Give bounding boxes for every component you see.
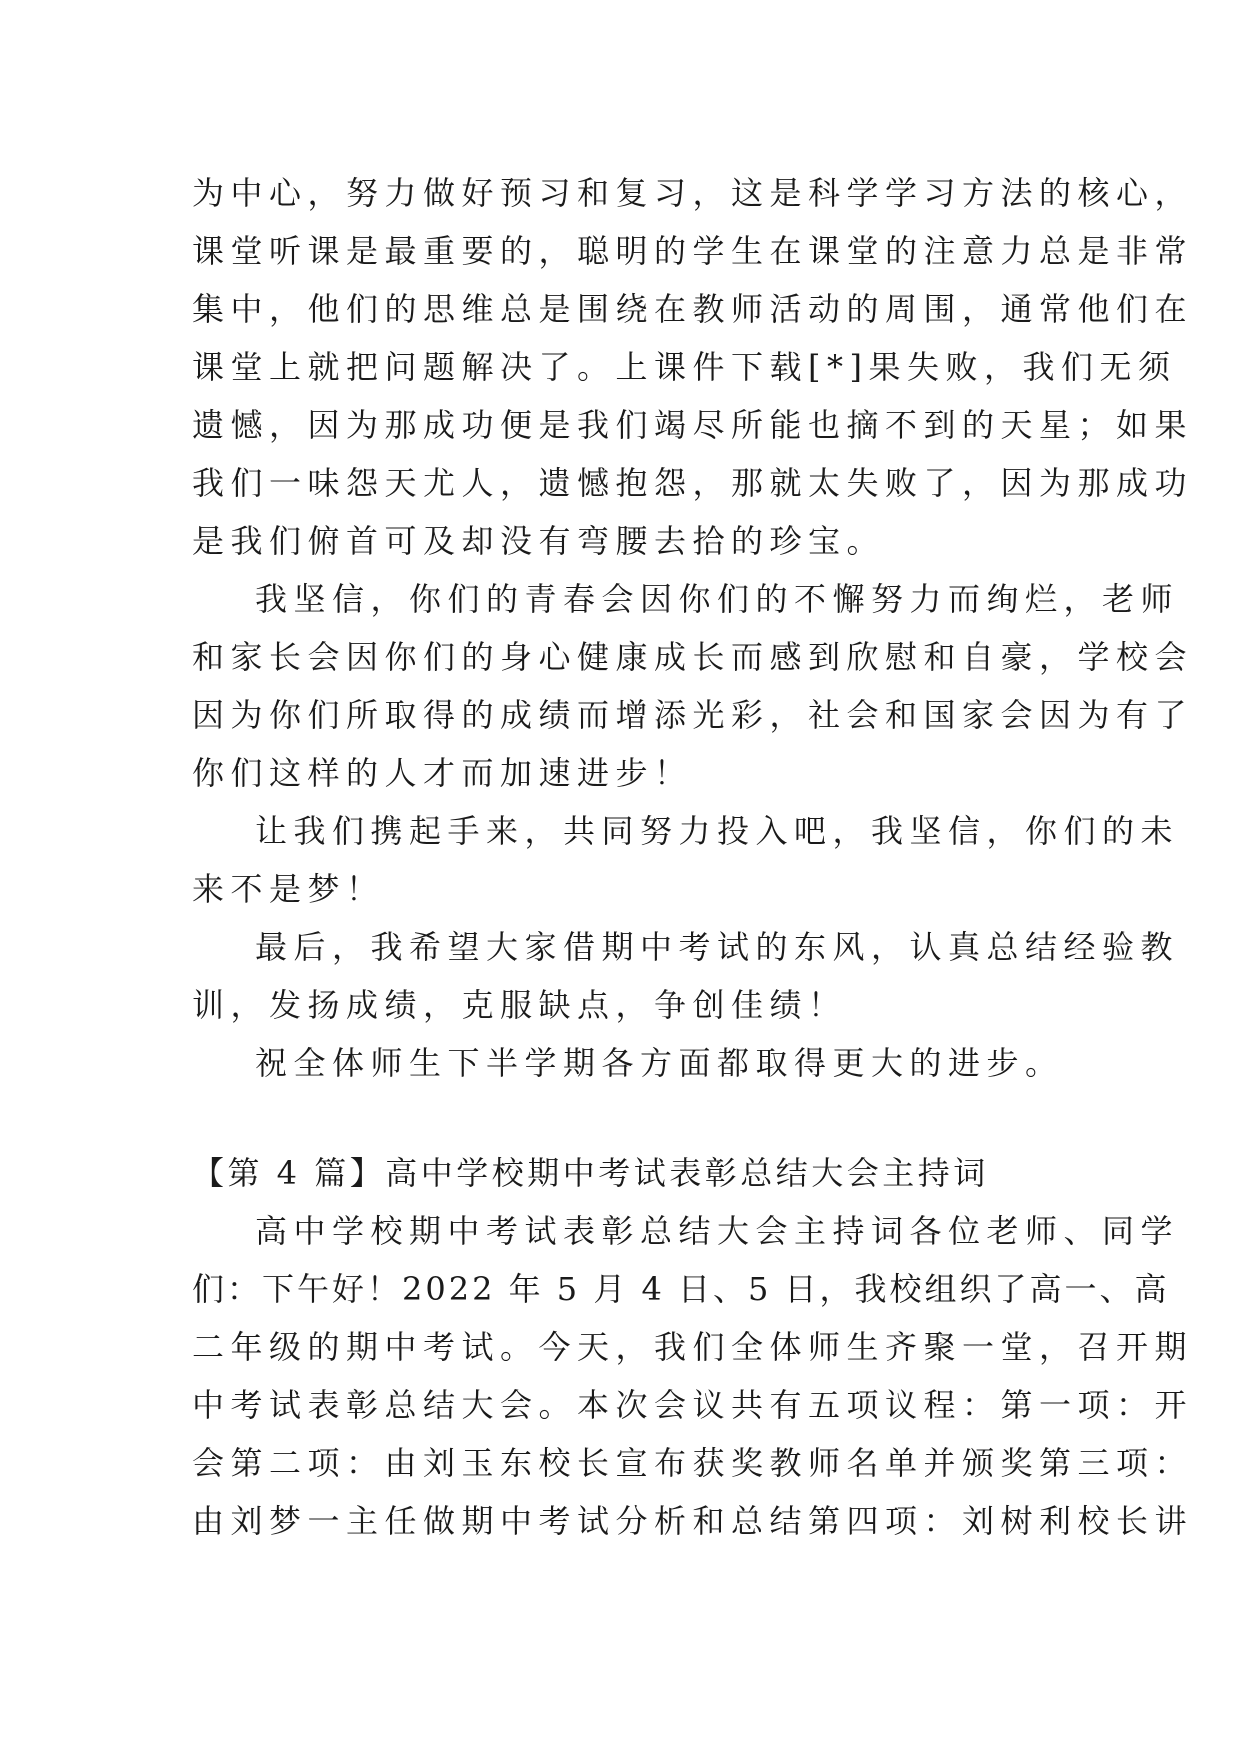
- text-line: 来不是梦！: [192, 870, 385, 908]
- text-line: 遗憾，因为那成功便是我们竭尽所能也摘不到的天星；如果: [192, 406, 1194, 444]
- text-line: 二年级的期中考试。今天，我们全体师生齐聚一堂，召开期: [192, 1328, 1194, 1366]
- text-line: 集中，他们的思维总是围绕在教师活动的周围，通常他们在: [192, 290, 1194, 328]
- text-line: 因为你们所取得的成绩而增添光彩，社会和国家会因为有了: [192, 696, 1194, 734]
- paragraph-first-line: 让我们携起手来，共同努力投入吧，我坚信，你们的未: [255, 812, 1180, 850]
- text-line: 中考试表彰总结大会。本次会议共有五项议程：第一项：开: [192, 1386, 1194, 1424]
- section-heading: 【第 4 篇】高中学校期中考试表彰总结大会主持词: [192, 1154, 989, 1192]
- text-line: 你们这样的人才而加速进步！: [192, 754, 693, 792]
- text-line: 们：下午好！2022 年 5 月 4 日、5 日，我校组织了高一、高: [192, 1270, 1170, 1308]
- text-line: 课堂听课是最重要的，聪明的学生在课堂的注意力总是非常: [192, 232, 1194, 270]
- paragraph-first-line: 我坚信，你们的青春会因你们的不懈努力而绚烂，老师: [255, 580, 1180, 618]
- text-line: 我们一味怨天尤人，遗憾抱怨，那就太失败了，因为那成功: [192, 464, 1194, 502]
- paragraph-first-line: 高中学校期中考试表彰总结大会主持词各位老师、同学: [255, 1212, 1180, 1250]
- text-line: 会第二项：由刘玉东校长宣布获奖教师名单并颁奖第三项：: [192, 1444, 1194, 1482]
- paragraph-first-line: 祝全体师生下半学期各方面都取得更大的进步。: [255, 1044, 1064, 1082]
- text-line: 由刘梦一主任做期中考试分析和总结第四项：刘树利校长讲: [192, 1502, 1194, 1540]
- text-line: 为中心，努力做好预习和复习，这是科学学习方法的核心，: [192, 174, 1194, 212]
- text-line: 训，发扬成绩，克服缺点，争创佳绩！: [192, 986, 847, 1024]
- text-line: 是我们俯首可及却没有弯腰去拾的珍宝。: [192, 522, 886, 560]
- text-line: 和家长会因你们的身心健康成长而感到欣慰和自豪，学校会: [192, 638, 1194, 676]
- text-line: 课堂上就把问题解决了。上课件下载[*]果失败，我们无须: [192, 348, 1177, 386]
- paragraph-first-line: 最后，我希望大家借期中考试的东风，认真总结经验教: [255, 928, 1180, 966]
